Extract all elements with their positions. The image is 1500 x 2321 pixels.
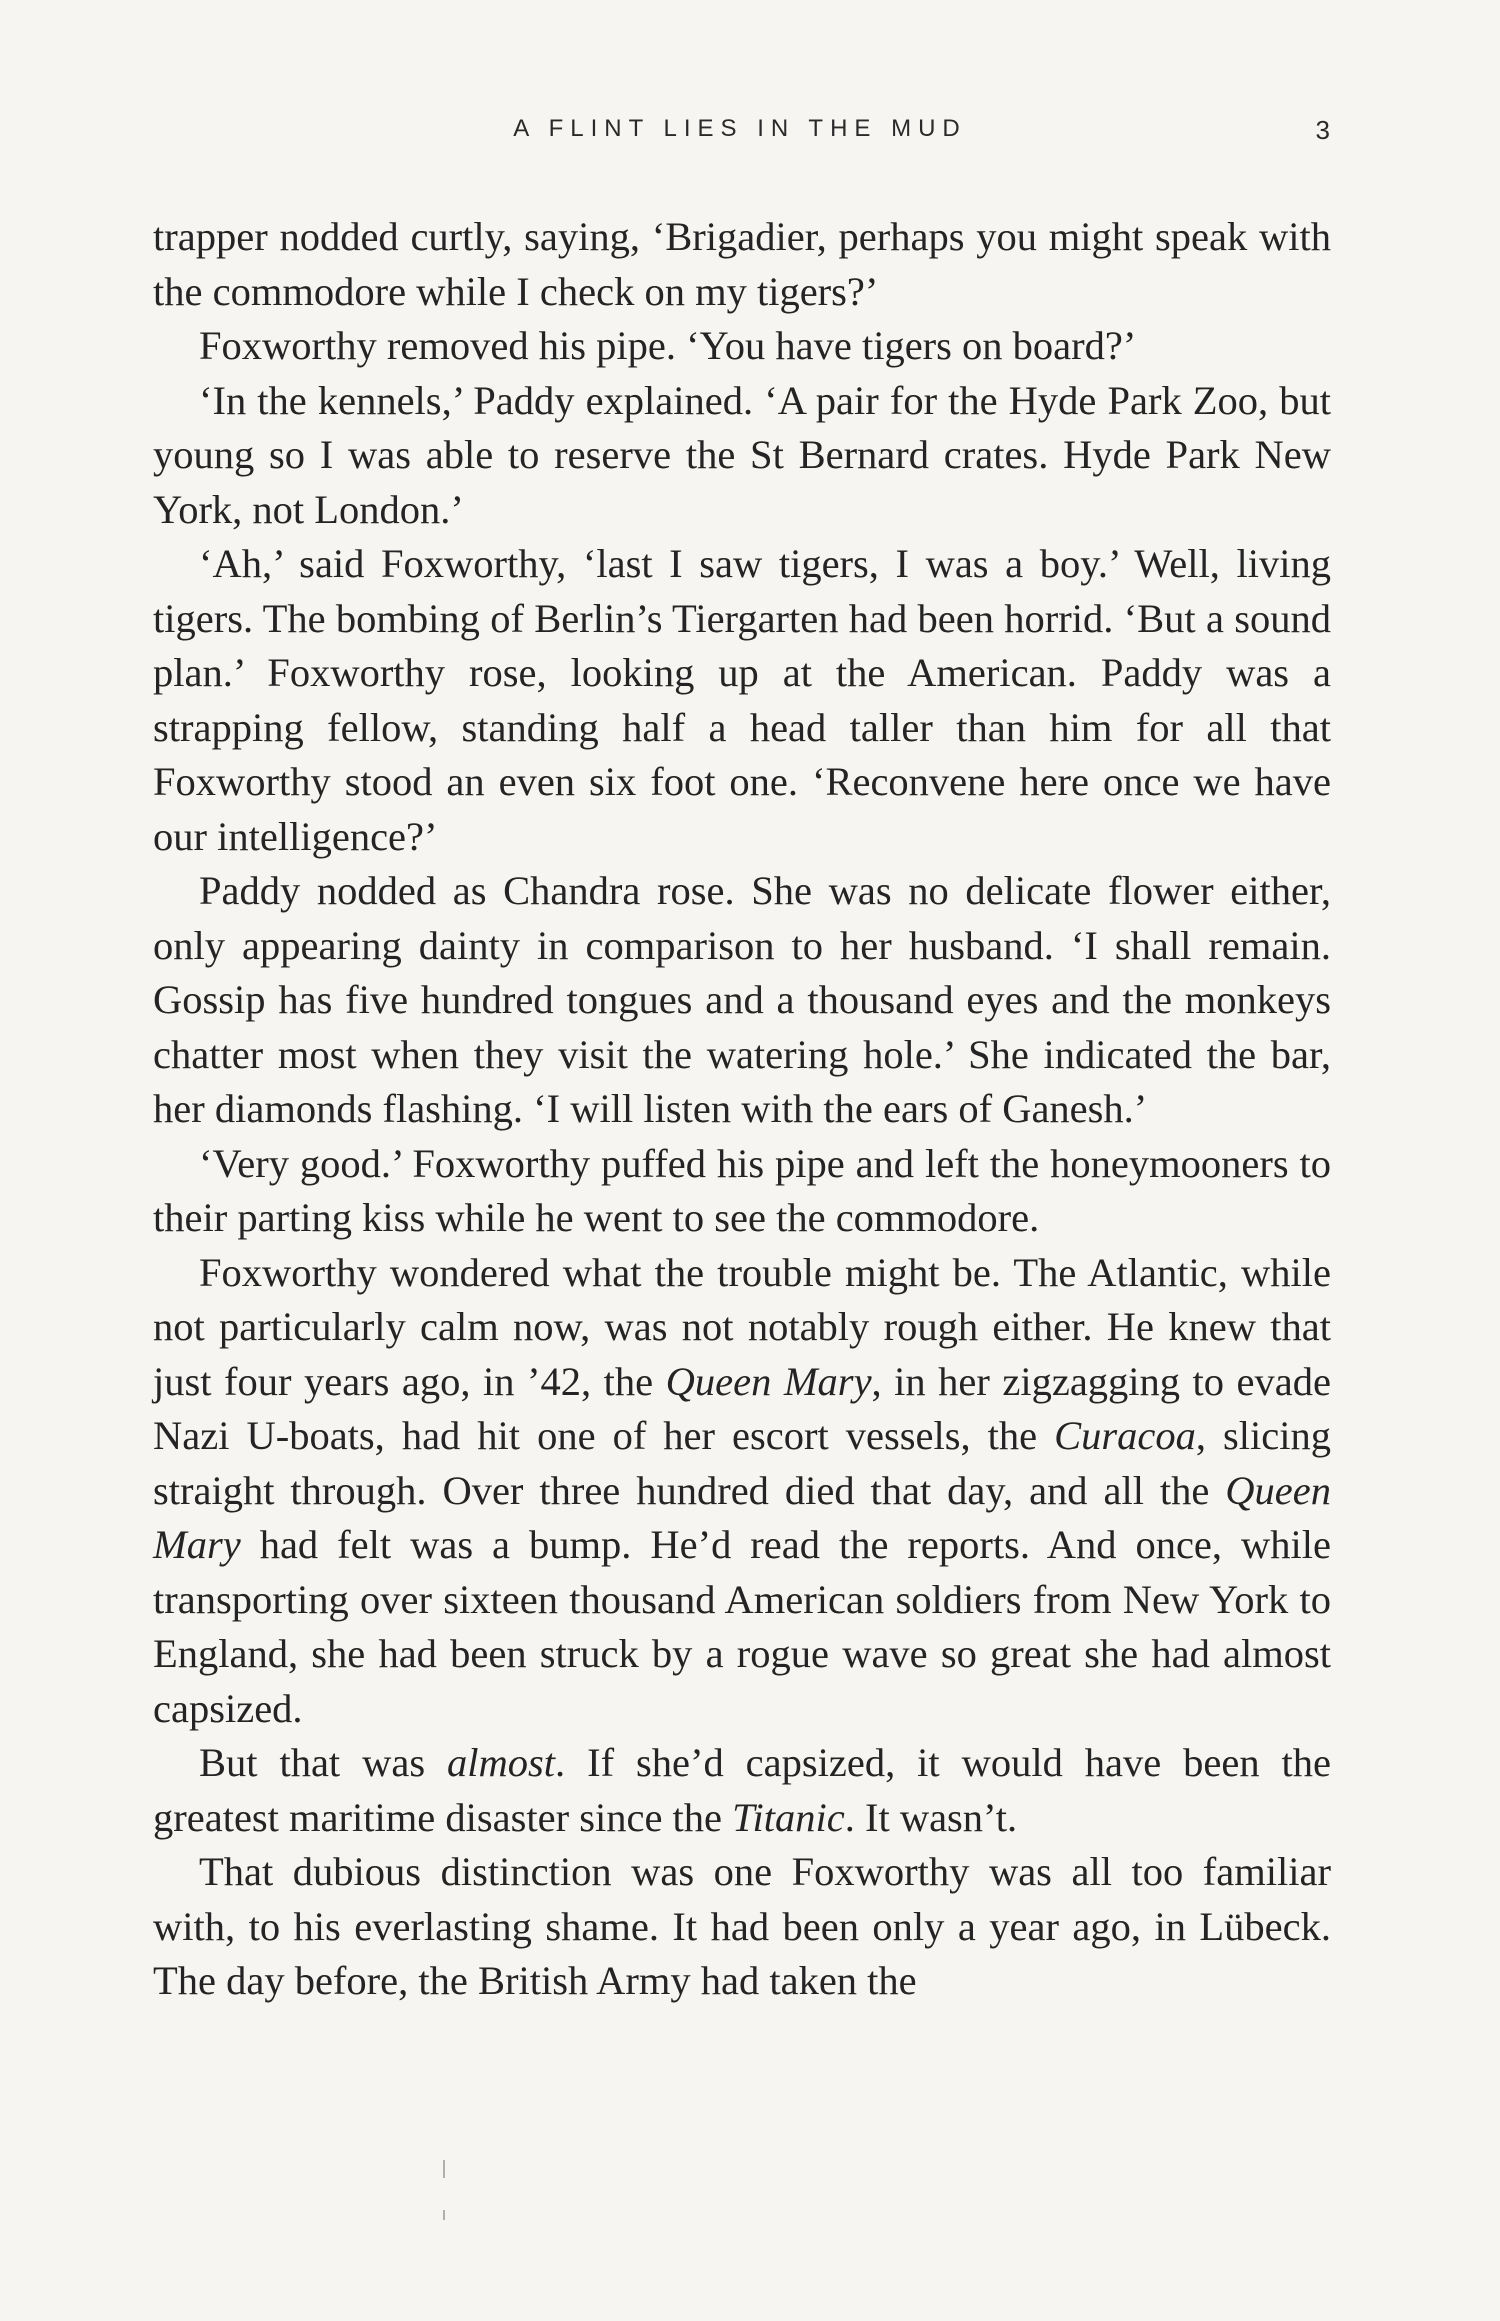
text-run: , in her zigzagging to evade Nazi U-boats, had hit one of her escort vessels, the	[153, 1358, 1331, 1458]
paragraph: Paddy nodded as Chandra rose. She was no delicate flower either, only appearing dainty in comparison to her husband. ‘I shall remain. Gossip has five hundred tongues and a thousand eyes and the monkeys chatter most when they visit the watering hole.’ She indicated the bar, her diamonds flashing. ‘I will listen with the ears of Ganesh.’	[153, 868, 1331, 1131]
text-run: Foxworthy wondered what the trouble might be. The Atlantic, while not particularly calm now, was not notably rough either. He knew that just four years ago, in ’42, the	[153, 1249, 1331, 1404]
paragraph: ‘In the kennels,’ Paddy explained. ‘A pair for the Hyde Park Zoo, but young so I was able to reserve the St Bernard crates. Hyde Park New York, not London.’	[153, 377, 1331, 532]
text-run: , slicing straight through. Over three hundred died that day, and all the	[153, 1413, 1332, 1513]
italic-ship-name: Titanic	[732, 1794, 845, 1840]
italic-ship-name: Queen Mary	[665, 1358, 872, 1404]
paragraph: ‘Ah,’ said Foxworthy, ‘last I saw tigers, I was a boy.’ Well, living tigers. The bombing of Berlin’s Tiergarten had been horrid. ‘But a sound plan.’ Foxworthy rose, looking up at the American. Paddy was a strapping fellow, standing half a head taller than him for all that Foxworthy stood an even six foot one. ‘Reconvene here once we have our intelligence?’	[153, 541, 1331, 859]
paragraph: Foxworthy removed his pipe. ‘You have tigers on board?’	[199, 323, 1137, 368]
text-run: . If she’d capsized, it would have been the greatest maritime disaster since the	[153, 1740, 1332, 1840]
paragraph	[153, 1736, 1331, 1845]
paragraph	[153, 1246, 1331, 1737]
text-run: had felt was a bump. He’d read the reports. And once, while transporting over sixteen thousand American soldiers from New York to England, she had been struck by a rogue wave so great she had almost capsized.	[153, 1522, 1331, 1731]
body-text	[153, 210, 1331, 2009]
paragraph: ‘Very good.’ Foxworthy puffed his pipe and left the honeymooners to their parting kiss while he went to see the commodore.	[153, 1140, 1331, 1240]
scan-artifact	[443, 2210, 445, 2220]
paragraph: That dubious distinction was one Foxworthy was all too familiar with, to his everlasting shame. It had been only a year ago, in Lübeck. The day before, the British Army had taken the	[153, 1849, 1331, 2003]
text-run: . It wasn’t.	[844, 1794, 1018, 1840]
italic-ship-name: Curacoa	[1054, 1413, 1196, 1458]
italic-ship-name: Queen Mary	[153, 1467, 1331, 1567]
paragraph: trapper nodded curtly, saying, ‘Brigadier, perhaps you might speak with the commodore while I check on my tigers?’	[153, 214, 1331, 314]
running-title: A FLINT LIES IN THE MUD	[513, 115, 967, 142]
scan-artifact	[443, 2160, 445, 2178]
page-number: 3	[1315, 115, 1330, 145]
running-head	[150, 115, 1330, 155]
text-run: But that was	[199, 1740, 448, 1785]
italic-emphasis: almost	[447, 1740, 556, 1785]
